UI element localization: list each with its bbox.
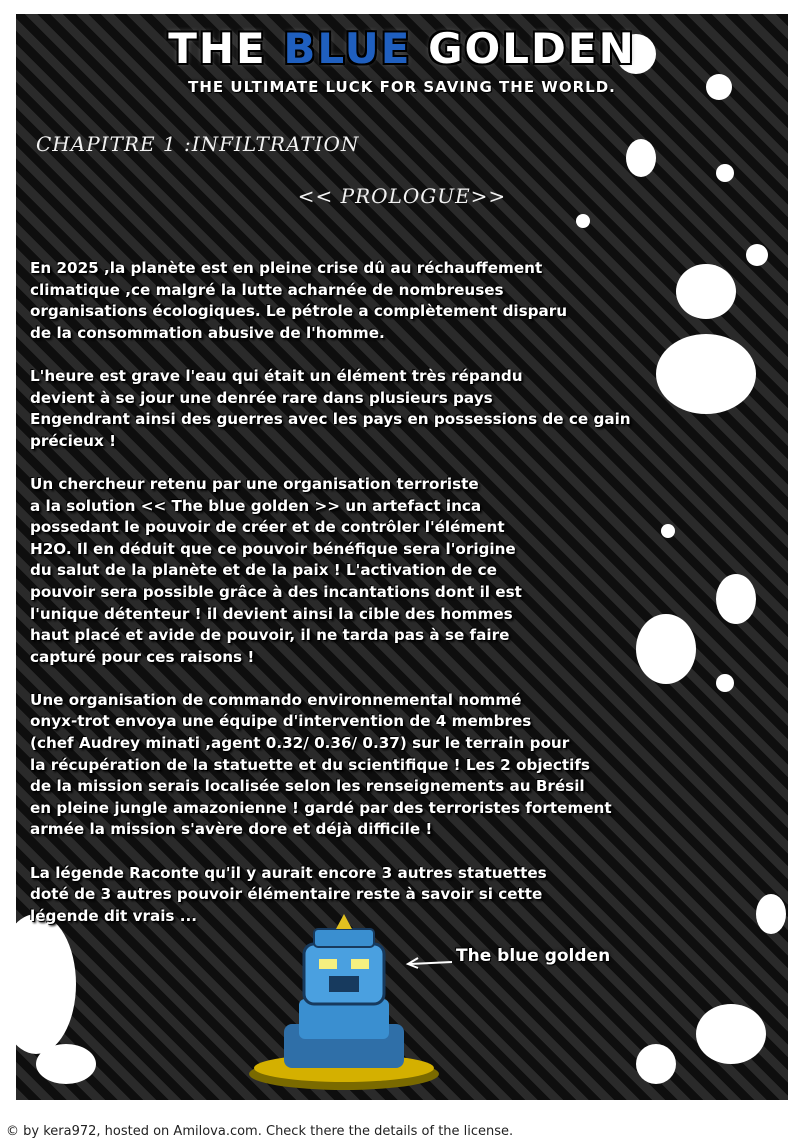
chapter-heading: CHAPITRE 1 :INFILTRATION xyxy=(36,132,360,156)
subtitle: THE ULTIMATE LUCK FOR SAVING THE WORLD. xyxy=(188,78,616,96)
ink-splat xyxy=(696,1004,766,1064)
ink-splat xyxy=(716,164,734,182)
title-text-2: GOLDEN xyxy=(411,24,636,73)
paragraph: La légende Raconte qu'il y aurait encore 3 autres statuettes doté de 3 autres pouvoir élémentaire reste à savoir si cette légende dit vrais ... xyxy=(30,863,547,925)
prologue-heading: << PROLOGUE>> xyxy=(297,184,507,208)
ink-splat xyxy=(576,214,590,228)
comic-page xyxy=(16,14,788,1100)
title-text-1: THE xyxy=(168,24,284,73)
arrow-icon xyxy=(404,956,454,970)
ink-splat xyxy=(36,1044,96,1084)
title-text-blue: BLUE xyxy=(283,24,412,73)
story-text xyxy=(30,258,775,949)
statue-label: The blue golden xyxy=(456,946,611,966)
statue-illustration xyxy=(244,914,444,1094)
paragraph: Un chercheur retenu par une organisation terroriste a la solution << The blue golden >> un artefact inca possedant le pouvoir de créer et de contrôler l'élément H2O. Il en déduit que ce pouvoir bénéfique sera l'origine du salut de la planète et de la paix ! L'activation de ce pouvoir sera possible grâce à des incantations dont il est l'unique détenteur ! il devient ainsi la cible des hommes haut placé et avide de pouvoir, il ne tarda pas à se faire capturé pour ces raisons ! xyxy=(30,474,522,666)
page-title xyxy=(16,24,788,73)
paragraph: En 2025 ,la planète est en pleine crise dû au réchauffement climatique ,ce malgré la lutte acharnée de nombreuses organisations écologiques. Le pétrole a complètement disparu de la consommation abusive de l'homme. xyxy=(30,259,568,342)
ink-splat xyxy=(626,139,656,177)
license-footer: © by kera972, hosted on Amilova.com. Check there the details of the license. xyxy=(6,1124,514,1139)
ink-splat xyxy=(636,1044,676,1084)
paragraph: L'heure est grave l'eau qui était un élément très répandu devient à se jour une denrée rare dans plusieurs pays Engendrant ainsi des guerres avec les pays en possessions de ce gain précieux ! xyxy=(30,366,631,450)
paragraph: Une organisation de commando environnemental nommé onyx-trot envoya une équipe d'intervention de 4 membres (chef Audrey minati ,agent 0.32/ 0.36/ 0.37) sur le terrain pour la récupération de la statuette et du scientifique ! Les 2 objectifs de la mission serais localisée selon les renseignements au Brésil en pleine jungle amazonienne ! gardé par des terroristes fortement armée la mission s'avère dore et déjà difficile ! xyxy=(30,690,612,839)
